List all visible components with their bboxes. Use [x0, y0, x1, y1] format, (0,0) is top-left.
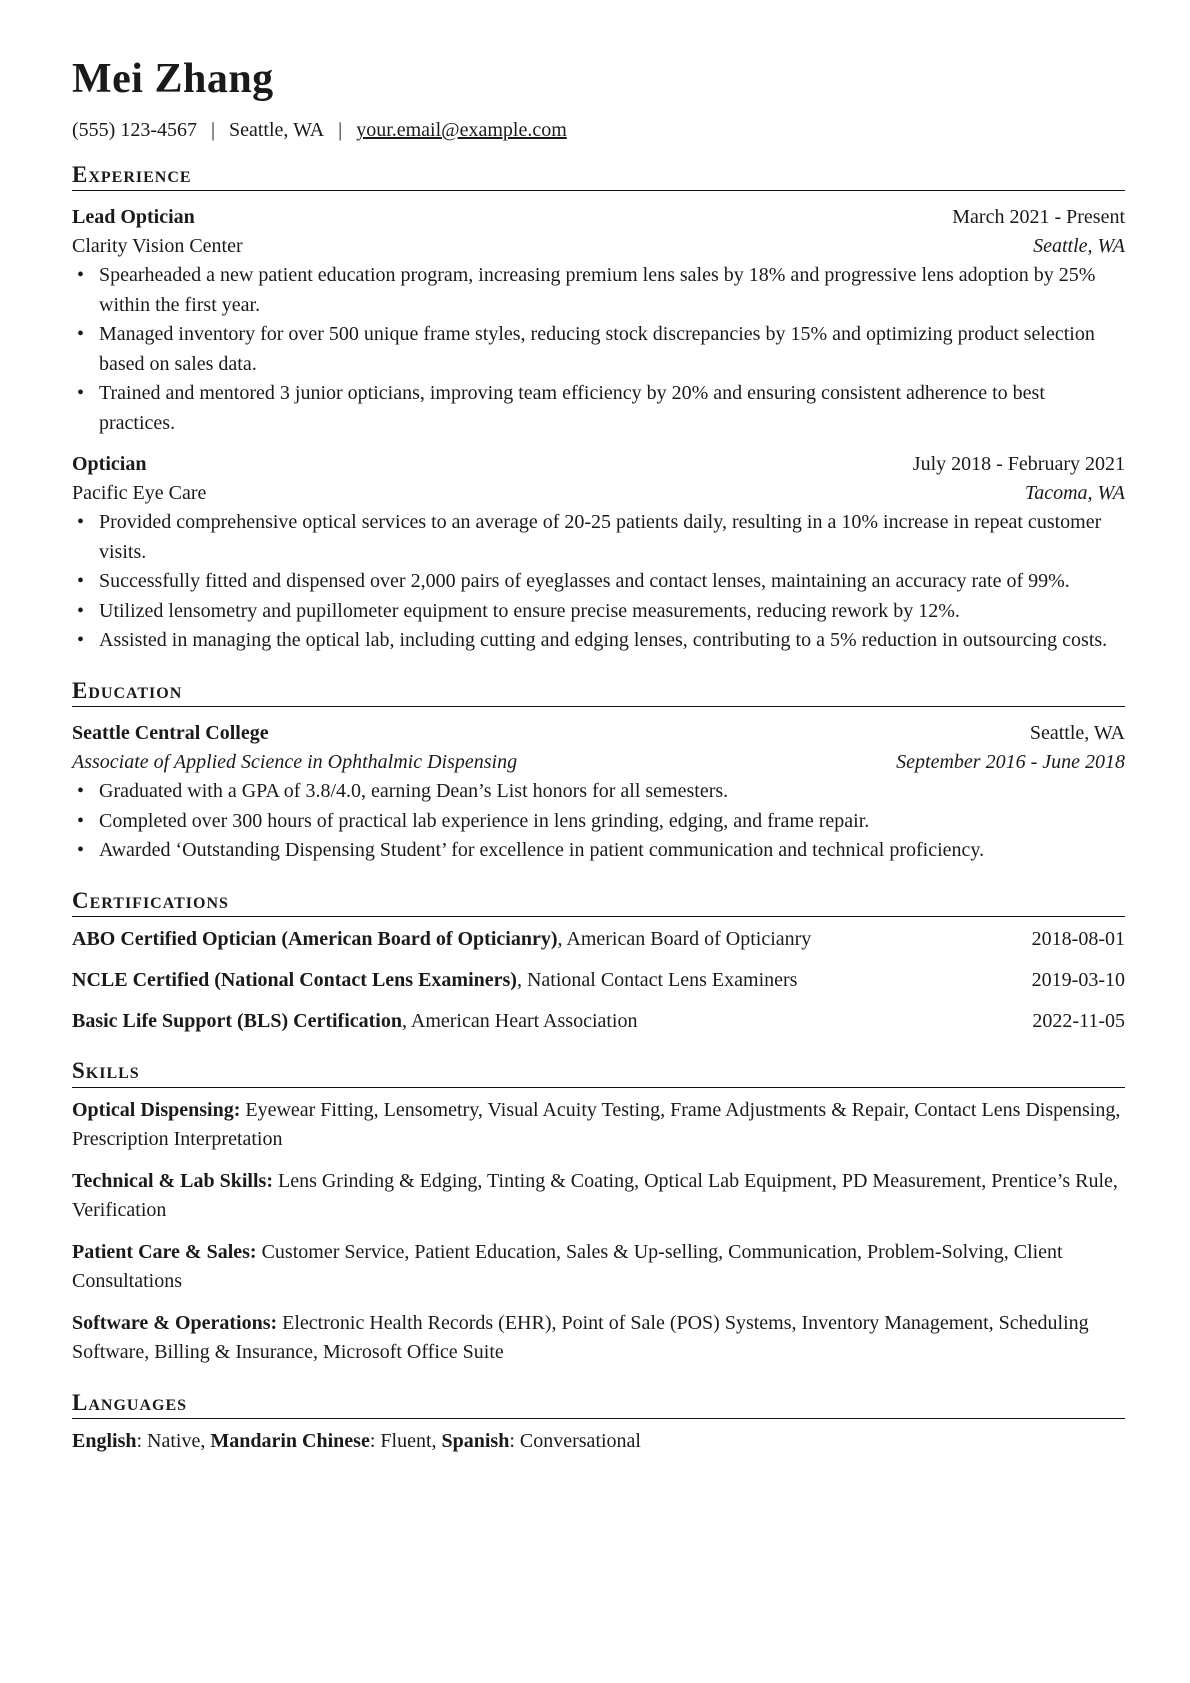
job-location: Seattle, WA	[1033, 235, 1125, 258]
contact-line	[72, 120, 1125, 140]
experience-entry	[72, 203, 1125, 438]
skills-list	[72, 1096, 1125, 1368]
section-title-skills: Skills	[72, 1058, 1125, 1087]
certification-issuer: , American Board of Opticianry	[557, 928, 812, 951]
job-bullets	[72, 261, 1125, 438]
certification-issuer: , National Contact Lens Examiners	[516, 969, 798, 992]
section-title-certifications: Certifications	[72, 888, 1125, 917]
email-link[interactable]: your.email@example.com	[356, 119, 567, 141]
candidate-name: Mei Zhang	[72, 56, 274, 102]
section-title-education: Education	[72, 678, 1125, 707]
skill-items: Customer Service, Patient Education, Sales & Up-selling, Communication, Problem-Solving, Client Consultations	[72, 1240, 1063, 1293]
skill-group	[72, 1238, 1125, 1297]
language-level: : Fluent,	[369, 1430, 442, 1453]
certification-item	[72, 925, 1125, 954]
language-level: : Native,	[136, 1430, 211, 1453]
skill-category: Patient Care & Sales:	[72, 1240, 257, 1263]
bullet-item: • Spearheaded a new patient education program, increasing premium lens sales by 18% and progressive lens adoption by 25% within the first year.	[99, 261, 1125, 320]
language-level: : Conversational	[509, 1430, 641, 1453]
skill-group	[72, 1309, 1125, 1368]
job-location: Tacoma, WA	[1024, 482, 1125, 505]
certification-name: Basic Life Support (BLS) Certification	[72, 1010, 402, 1033]
certification-date: 2018-08-01	[1031, 928, 1125, 951]
bullet-item: • Graduated with a GPA of 3.8/4.0, earning Dean’s List honors for all semesters.	[99, 777, 1125, 807]
language-name: English	[72, 1430, 137, 1453]
skill-group	[72, 1096, 1125, 1155]
bullet-item: • Managed inventory for over 500 unique frame styles, reducing stock discrepancies by 15% and optimizing product selection based on sales data.	[99, 320, 1125, 379]
certification-name: NCLE Certified (National Contact Lens Examiners)	[72, 969, 517, 992]
job-title: Lead Optician	[72, 206, 195, 229]
bullet-item: • Utilized lensometry and pupillometer equipment to ensure precise measurements, reducing rework by 12%.	[99, 597, 1125, 627]
skill-items: Electronic Health Records (EHR), Point of Sale (POS) Systems, Inventory Management, Scheduling Software, Billing & Insurance, Microsoft Office Suite	[72, 1311, 1089, 1364]
job-dates: July 2018 - February 2021	[912, 453, 1125, 476]
phone-number: (555) 123-4567	[72, 119, 197, 141]
bullet-item: • Awarded ‘Outstanding Dispensing Student’ for excellence in patient communication and technical proficiency.	[99, 836, 1125, 866]
certification-name: ABO Certified Optician (American Board of Opticianry)	[72, 928, 558, 951]
education-bullets	[72, 777, 1125, 866]
job-title: Optician	[72, 453, 147, 476]
school-name: Seattle Central College	[72, 722, 269, 745]
certification-date: 2019-03-10	[1031, 969, 1125, 992]
skill-items: Eyewear Fitting, Lensometry, Visual Acuity Testing, Frame Adjustments & Repair, Contact Lens Dispensing, Prescription Interpretation	[72, 1098, 1121, 1151]
section-title-languages: Languages	[72, 1390, 1125, 1419]
certifications-list	[72, 925, 1125, 1036]
skill-category: Technical & Lab Skills:	[72, 1169, 273, 1192]
education-dates: September 2016 - June 2018	[896, 751, 1125, 774]
resume-page	[72, 58, 1125, 1456]
company-name: Clarity Vision Center	[72, 235, 243, 258]
bullet-item: • Trained and mentored 3 junior opticians, improving team efficiency by 20% and ensuring consistent adherence to best practices.	[99, 379, 1125, 438]
education-entry	[72, 719, 1125, 866]
section-title-experience: Experience	[72, 162, 1125, 191]
skill-group	[72, 1167, 1125, 1226]
languages-line	[72, 1427, 1125, 1456]
skill-category: Optical Dispensing:	[72, 1098, 241, 1121]
degree-name: Associate of Applied Science in Ophthalmic Dispensing	[72, 751, 518, 774]
contact-separator: |	[338, 119, 343, 141]
bullet-item: • Completed over 300 hours of practical lab experience in lens grinding, edging, and frame repair.	[99, 807, 1125, 837]
job-dates: March 2021 - Present	[952, 206, 1125, 229]
certification-item	[72, 1007, 1125, 1036]
certification-issuer: , American Heart Association	[402, 1010, 638, 1033]
bullet-item: • Successfully fitted and dispensed over 2,000 pairs of eyeglasses and contact lenses, maintaining an accuracy rate of 99%.	[99, 567, 1125, 597]
skill-category: Software & Operations:	[72, 1311, 278, 1334]
school-location: Seattle, WA	[1029, 722, 1125, 745]
company-name: Pacific Eye Care	[72, 482, 207, 505]
bullet-item: • Assisted in managing the optical lab, including cutting and edging lenses, contributing to a 5% reduction in outsourcing costs.	[99, 626, 1125, 656]
certification-item	[72, 966, 1125, 995]
contact-separator: |	[210, 119, 215, 141]
language-name: Spanish	[441, 1430, 510, 1453]
bullet-item: • Provided comprehensive optical services to an average of 20-25 patients daily, resulting in a 10% increase in repeat customer visits.	[99, 508, 1125, 567]
job-bullets	[72, 508, 1125, 656]
certification-date: 2022-11-05	[1032, 1010, 1125, 1033]
contact-location: Seattle, WA	[229, 119, 325, 141]
skill-items: Lens Grinding & Edging, Tinting & Coating, Optical Lab Equipment, PD Measurement, Prentice’s Rule, Verification	[72, 1169, 1118, 1222]
language-name: Mandarin Chinese	[210, 1430, 370, 1453]
experience-entry	[72, 450, 1125, 656]
